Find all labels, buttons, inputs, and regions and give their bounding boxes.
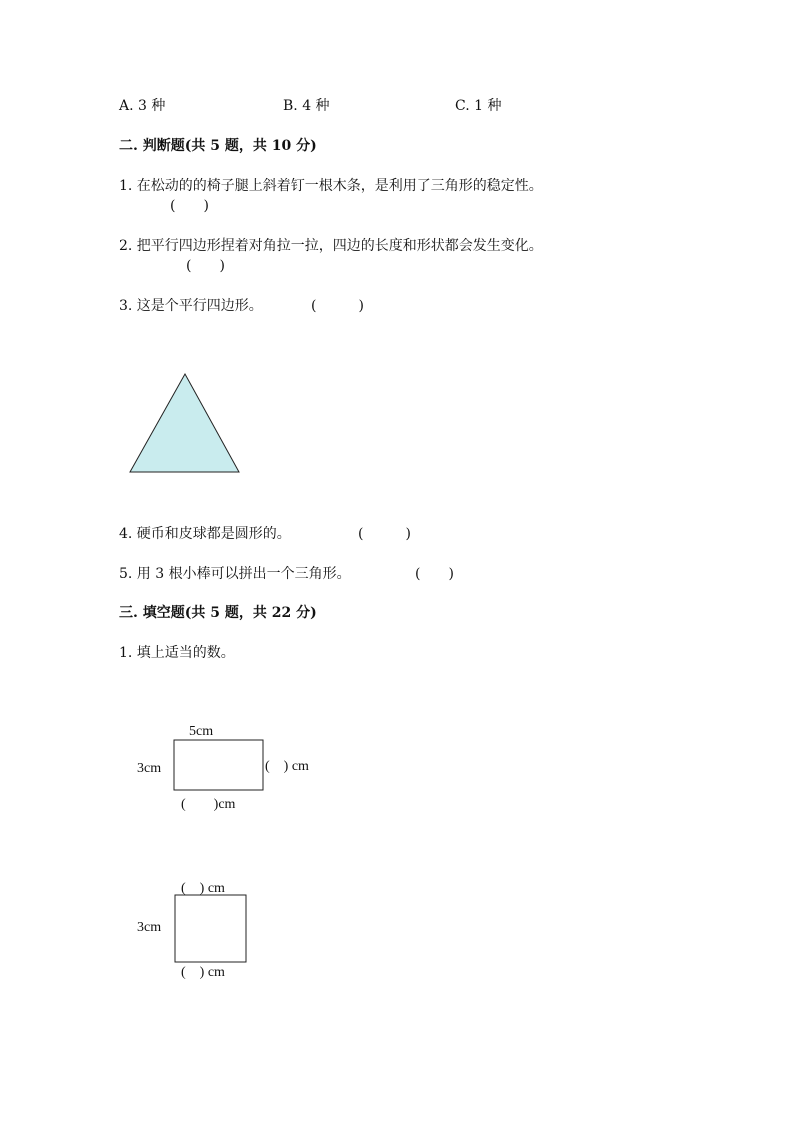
triangle-figure <box>125 370 245 478</box>
section2-heading: 二. 判断题(共 5 题，共 10 分) <box>119 138 317 154</box>
option-b: B. 4 种 <box>283 98 330 114</box>
fill-q1-text: 1. 填上适当的数。 <box>119 645 235 661</box>
square-top-label: ( ) cm <box>181 881 225 896</box>
judge-q3-text: 3. 这是个平行四边形。 <box>119 298 263 314</box>
rect-right-label: ( ) cm <box>265 759 309 774</box>
rect-top-label: 5cm <box>189 724 214 739</box>
option-c: C. 1 种 <box>455 98 502 114</box>
section3-heading: 三. 填空题(共 5 题，共 22 分) <box>119 605 317 621</box>
judge-q4-blank: ( ) <box>358 526 411 542</box>
judge-q3-blank: ( ) <box>311 298 364 314</box>
option-a: A. 3 种 <box>119 98 166 114</box>
judge-q1-text: 1. 在松动的的椅子腿上斜着钉一根木条，是利用了三角形的稳定性。 <box>119 178 543 194</box>
judge-q2-text: 2. 把平行四边形捏着对角拉一拉，四边的长度和形状都会发生变化。 <box>119 238 543 254</box>
rect-left-label: 3cm <box>137 761 162 776</box>
judge-q2-blank: ( ) <box>186 258 225 274</box>
square-left-label: 3cm <box>137 920 162 935</box>
triangle-shape <box>130 374 239 472</box>
square-bottom-label: ( ) cm <box>181 965 225 980</box>
square-shape <box>174 894 248 964</box>
judge-q1-blank: ( ) <box>170 198 209 214</box>
judge-q4-text: 4. 硬币和皮球都是圆形的。 <box>119 526 291 542</box>
judge-q5-text: 5. 用 3 根小棒可以拼出一个三角形。 <box>119 566 351 582</box>
judge-q5-blank: ( ) <box>415 566 454 582</box>
rectangle-shape <box>173 739 265 792</box>
rect-bottom-label: ( )cm <box>181 797 236 812</box>
